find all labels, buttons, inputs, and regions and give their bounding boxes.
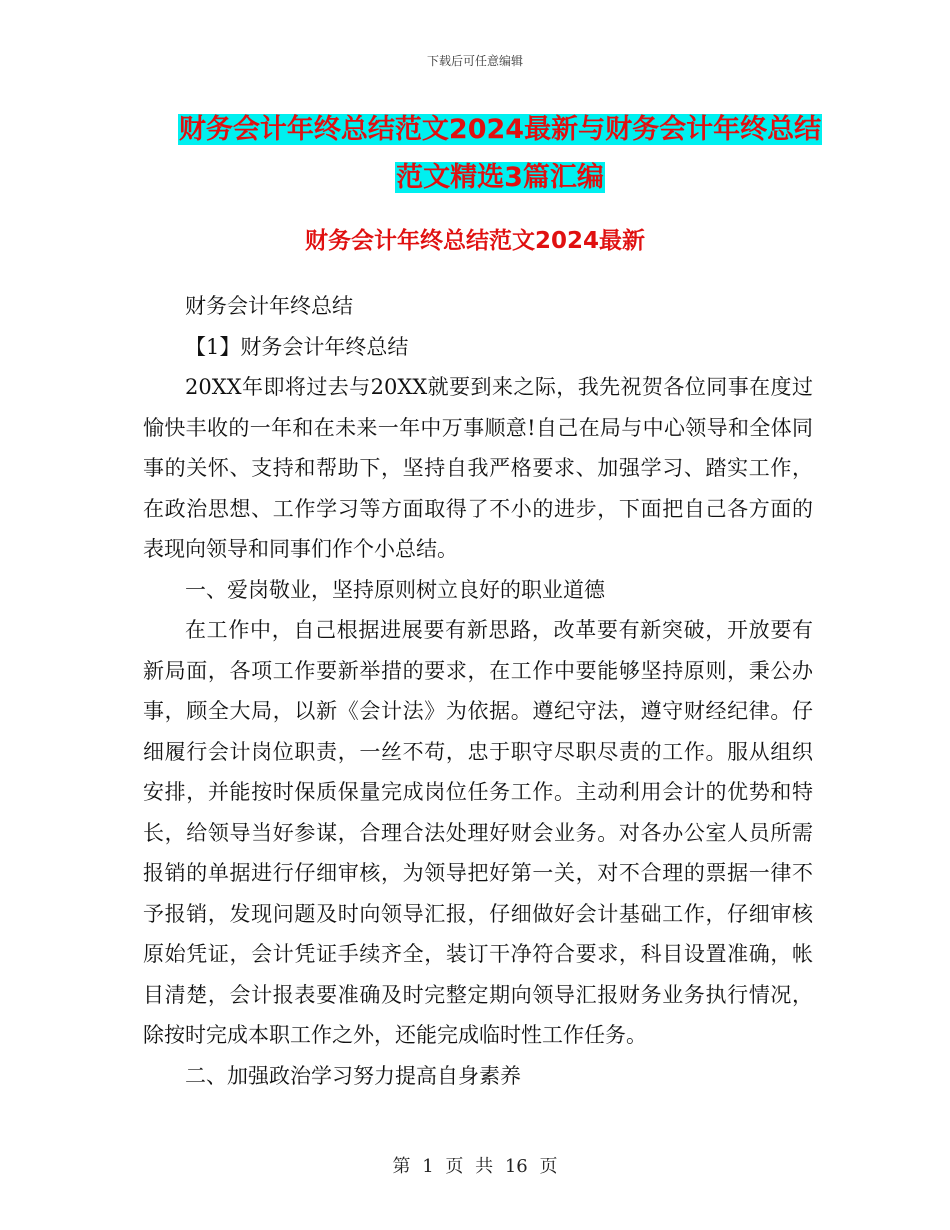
section-title: 财务会计年终总结范文2024最新 bbox=[304, 228, 645, 254]
paragraph-intro: 20XX年即将过去与20XX就要到来之际，我先祝贺各位同事在度过愉快丰收的一年和在未来一年中万事顺意!自己在局与中心领导和全体同事的关怀、支持和帮助下，坚持自我严格要求、加强学习、踏实工作，在政治思想、工作学习等方面取得了不小的进步，下面把自己各方面的表现向领导和同事们作个小总结。 bbox=[143, 375, 813, 561]
document-title bbox=[120, 106, 880, 202]
document-body bbox=[143, 286, 813, 1096]
document-title-line-1: 财务会计年终总结范文2024最新与财务会计年终总结 bbox=[178, 114, 822, 145]
paragraph-heading-1: 【1】财务会计年终总结 bbox=[185, 334, 409, 359]
paragraph-work-detail: 在工作中，自己根据进展要有新思路，改革要有新突破，开放要有新局面，各项工作要新举措的要求，在工作中要能够坚持原则，秉公办事，顾全大局，以新《会计法》为依据。遵纪守法，遵守财经纪律。仔细履行会计岗位职责，一丝不苟，忠于职守尽职尽责的工作。服从组织安排，并能按时保质保量完成岗位任务工作。主动利用会计的优势和特长，给领导当好参谋，合理合法处理好财会业务。对各办公室人员所需报销的单据进行仔细审核，为领导把好第一关，对不合理的票据一律不予报销，发现问题及时向领导汇报，仔细做好会计基础工作，仔细审核原始凭证，会计凭证手续齐全，装订干净符合要求，科目设置准确，帐目清楚，会计报表要准确及时完整定期向领导汇报财务业务执行情况，除按时完成本职工作之外，还能完成临时性工作任务。 bbox=[143, 618, 813, 1047]
document-title-line-2: 范文精选3篇汇编 bbox=[396, 162, 604, 193]
page-number-footer: 第 1 页 共 16 页 bbox=[392, 1156, 558, 1177]
paragraph-heading-one: 一、爱岗敬业，坚持原则树立良好的职业道德 bbox=[185, 577, 605, 602]
paragraph-subtitle: 财务会计年终总结 bbox=[185, 294, 353, 318]
header-note: 下载后可任意编辑 bbox=[426, 54, 523, 68]
paragraph-heading-two: 二、加强政治学习努力提高自身素养 bbox=[185, 1063, 521, 1088]
